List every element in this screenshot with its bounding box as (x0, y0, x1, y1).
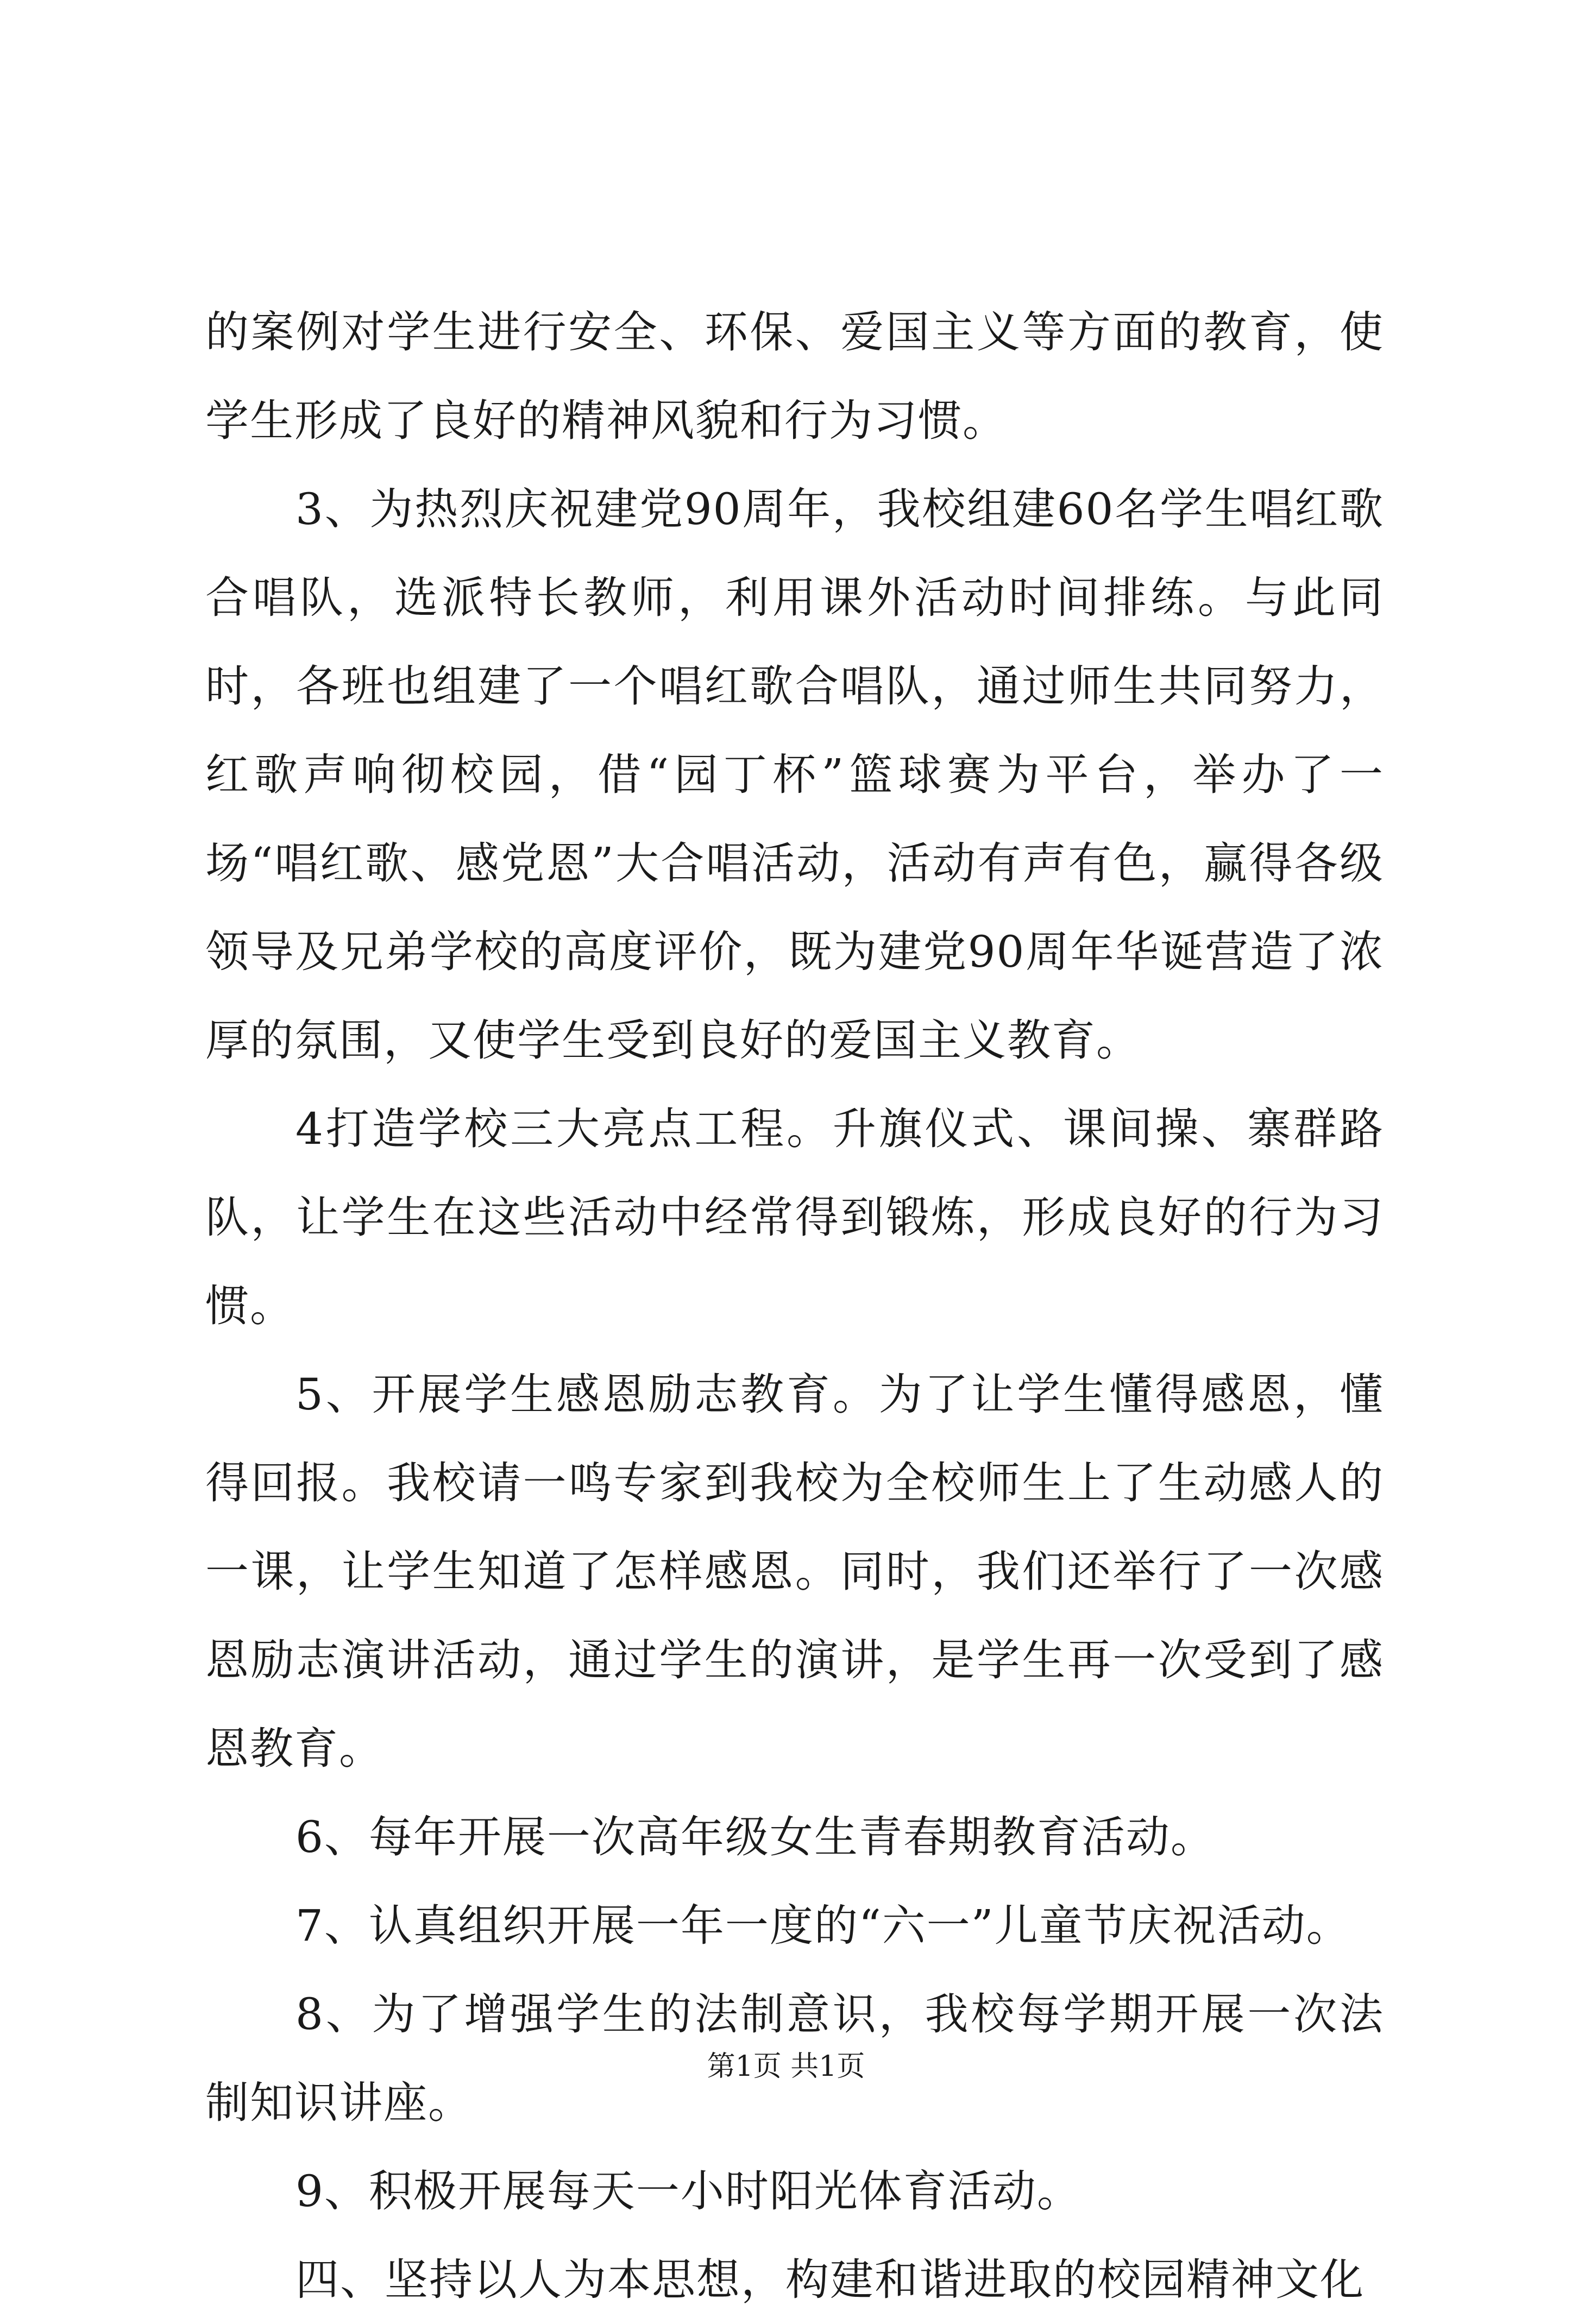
paragraph-item-6: 6、每年开展一次高年级女生青春期教育活动。 (295, 1812, 1215, 1862)
document-body (205, 288, 1384, 2324)
paragraph-item-4: 4打造学校三大亮点工程。升旗仪式、课间操、寨群路队，让学生在这些活动中经常得到锻炼，形成良好的行为习惯。 (205, 1104, 1384, 1331)
section-heading-4: 四、坚持以人为本思想，构建和谐进取的校园精神文化 (295, 2254, 1365, 2305)
page-footer: 第1页 共1页 (707, 2050, 865, 2083)
paragraph-continued: 的案例对学生进行安全、环保、爱国主义等方面的教育，使学生形成了良好的精神风貌和行为习惯。 (205, 307, 1384, 446)
paragraph-item-5: 5、开展学生感恩励志教育。为了让学生懂得感恩，懂得回报。我校请一鸣专家到我校为全校师生上了生动感人的一课，让学生知道了怎样感恩。同时，我们还举行了一次感恩励志演讲活动，通过学生的演讲，是学生再一次受到了感恩教育。 (205, 1369, 1384, 1774)
paragraph-item-8: 8、为了增强学生的法制意识，我校每学期开展一次法制知识讲座。 (205, 1989, 1384, 2128)
paragraph-item-9: 9、积极开展每天一小时阳光体育活动。 (295, 2166, 1081, 2216)
paragraph-item-3: 3、为热烈庆祝建党90周年，我校组建60名学生唱红歌合唱队，选派特长教师，利用课外活动时间排练。与此同时，各班也组建了一个唱红歌合唱队，通过师生共同努力，红歌声响彻校园，借“园丁杯”篮球赛为平台，举办了一场“唱红歌、感党恩”大合唱活动，活动有声有色，赢得各级领导及兄弟学校的高度评价，既为建党90周年华诞营造了浓厚的氛围，又使学生受到良好的爱国主义教育。 (205, 484, 1384, 1066)
paragraph-item-7: 7、认真组织开展一年一度的“六一”儿童节庆祝活动。 (295, 1900, 1351, 1951)
